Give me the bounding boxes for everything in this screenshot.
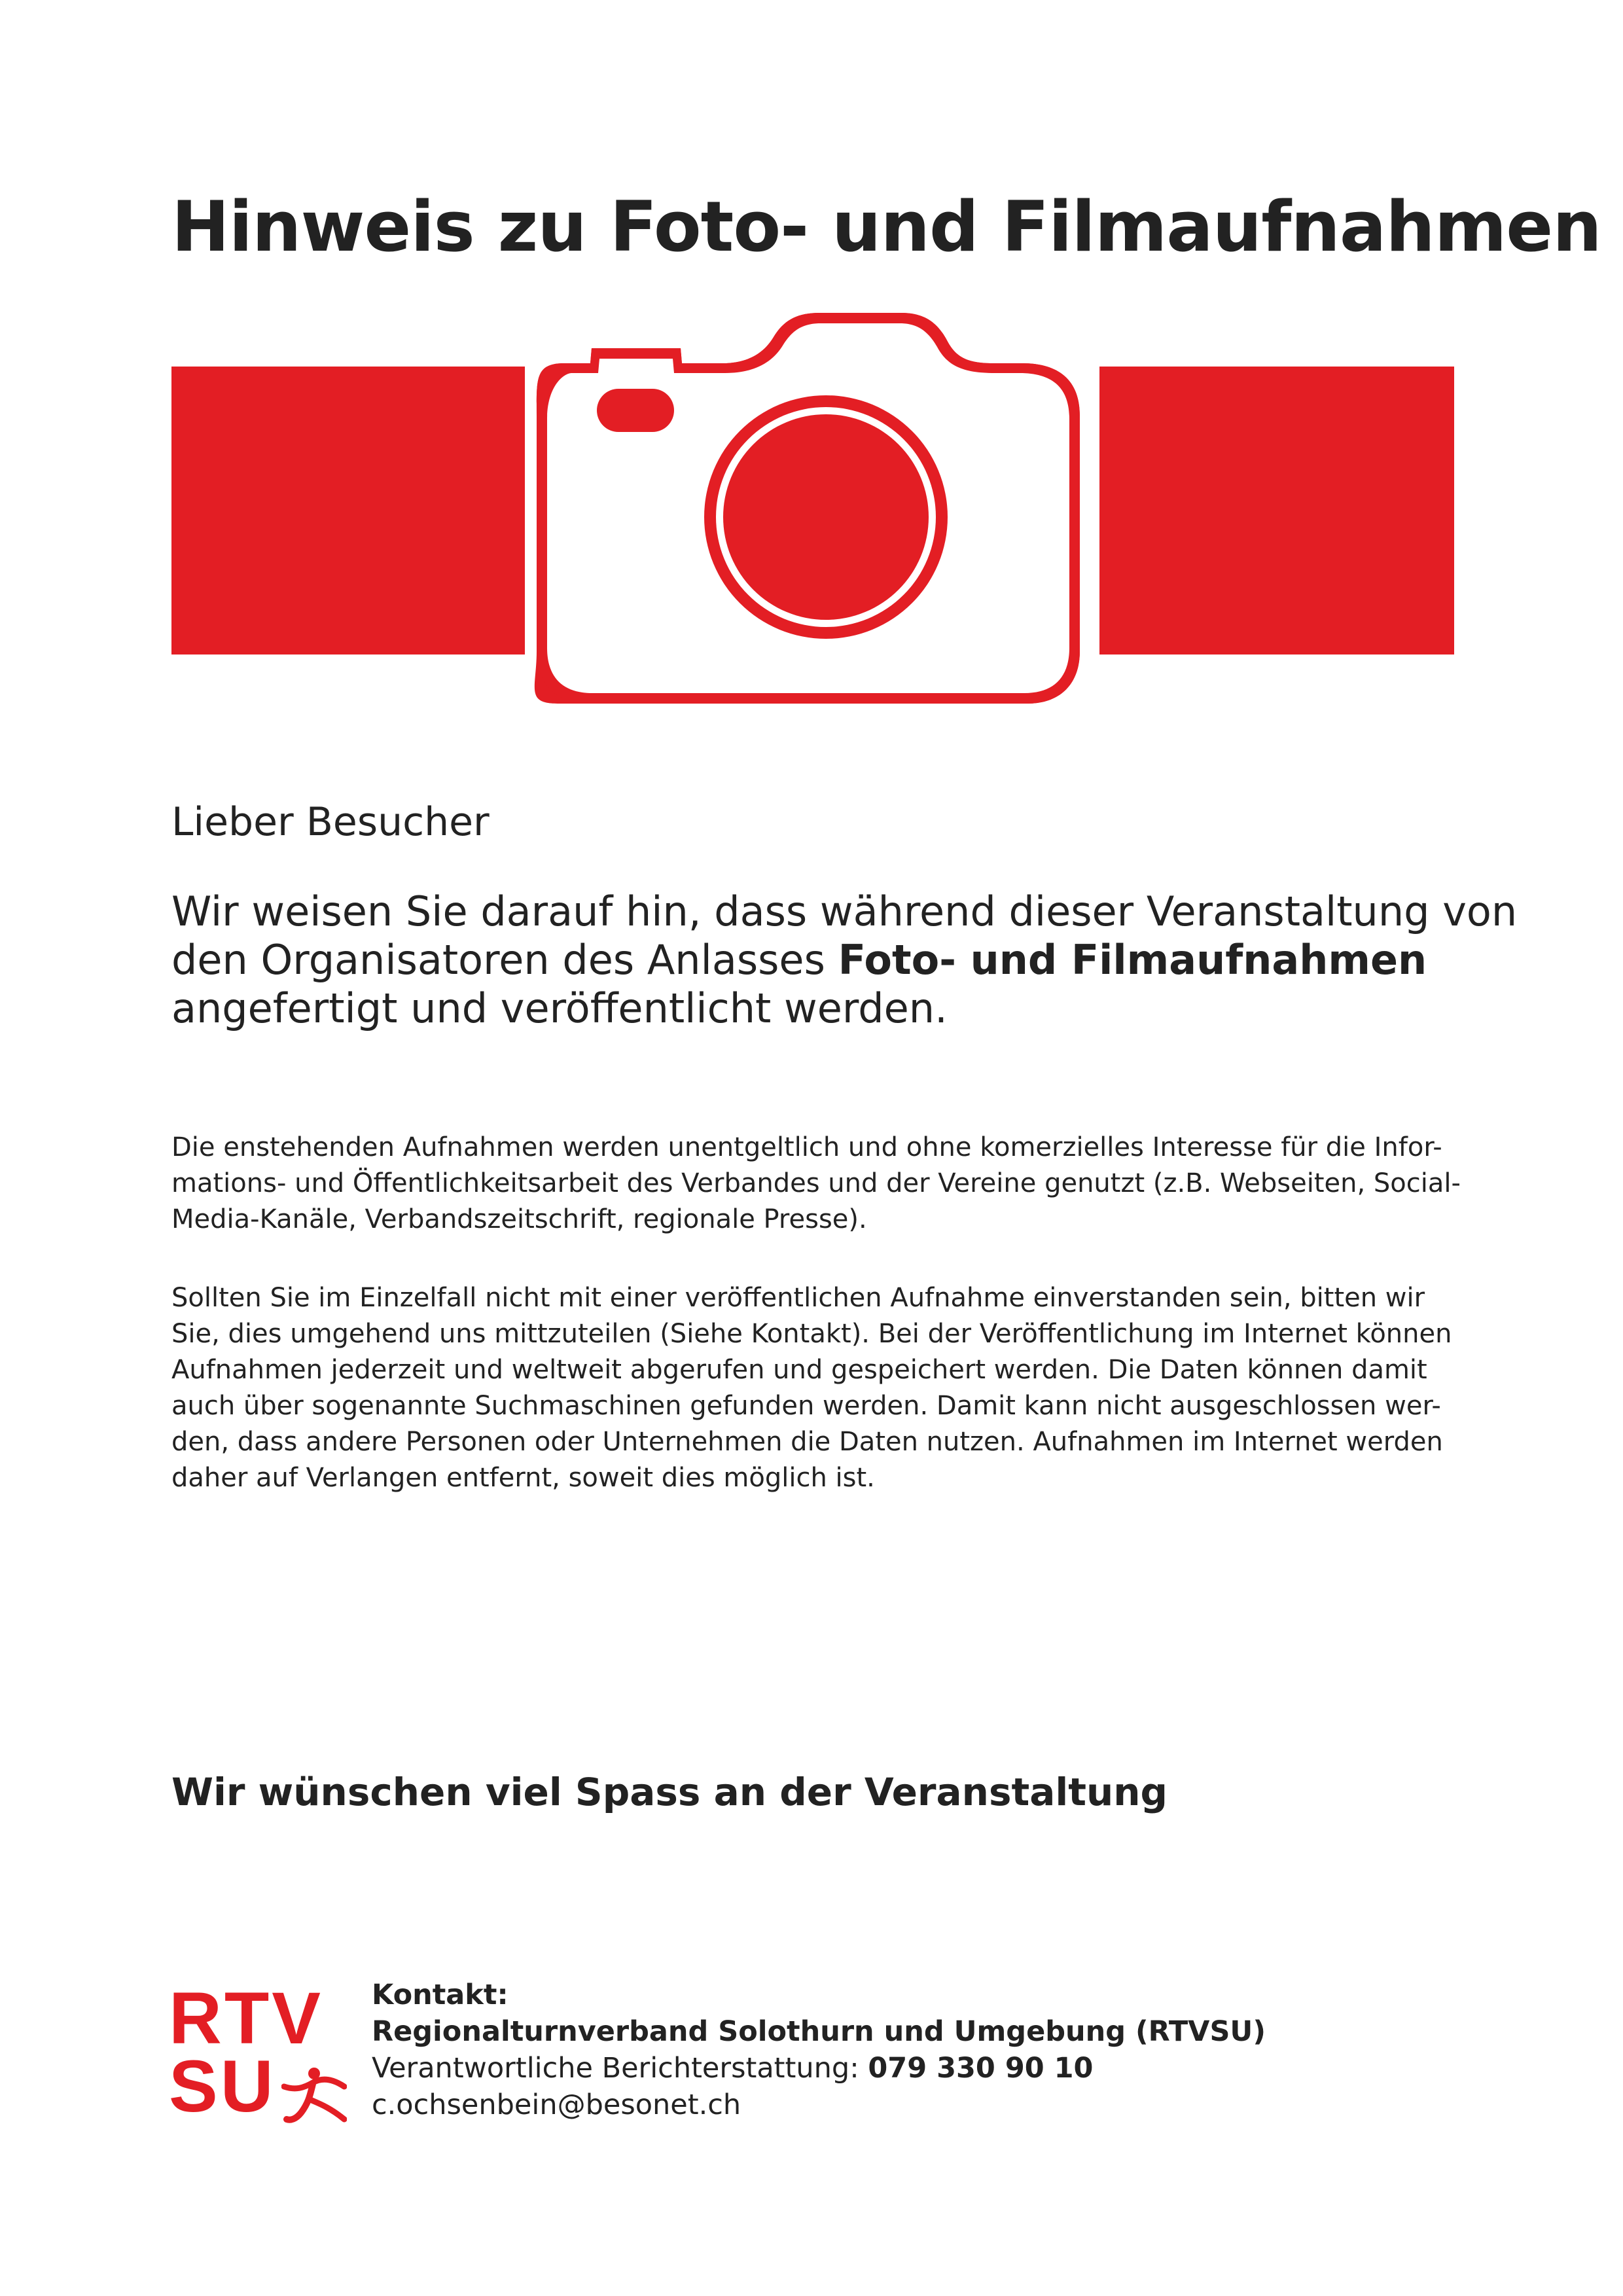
objection-paragraph xyxy=(171,1280,1480,1496)
intro-line-2-text: den Organisatoren des Anlasses xyxy=(171,936,838,984)
objection-line: daher auf Verlangen entfernt, soweit dies möglich ist. xyxy=(171,1463,875,1493)
intro-text xyxy=(171,888,1518,1033)
usage-line: Media-Kanäle, Verbandszeitschrift, regionale Presse). xyxy=(171,1204,867,1234)
objection-line: Sie, dies umgehend uns mittzuteilen (Siehe Kontakt). Bei der Veröffentlichung im Internet können xyxy=(171,1319,1452,1349)
intro-line-3: angefertigt und veröffentlicht werden. xyxy=(171,984,948,1032)
contact-phone: 079 330 90 10 xyxy=(868,2052,1094,2085)
logo-text-line-2: SU xyxy=(169,2045,276,2127)
closing-message: Wir wünschen viel Spass an der Veranstaltung xyxy=(171,1770,1168,1814)
camera-banner xyxy=(171,308,1454,713)
camera-flash xyxy=(597,389,674,432)
contact-block xyxy=(372,1977,1266,2123)
contact-heading: Kontakt: xyxy=(372,1979,508,2011)
gymnast-figure-icon xyxy=(281,2067,347,2126)
contact-role-label: Verantwortliche Berichterstattung: xyxy=(372,2052,868,2085)
page-title: Hinweis zu Foto- und Filmaufnahmen xyxy=(171,187,1601,267)
camera-icon xyxy=(535,313,1080,704)
banner-stripe-right xyxy=(1099,367,1454,655)
contact-organization: Regionalturnverband Solothurn und Umgebung (RTVSU) xyxy=(372,2015,1266,2048)
objection-line: Sollten Sie im Einzelfall nicht mit einer veröffentlichen Aufnahme einverstanden sein, bitten wir xyxy=(171,1283,1425,1313)
objection-line: den, dass andere Personen oder Unternehmen die Daten nutzen. Aufnahmen im Internet werden xyxy=(171,1427,1443,1457)
contact-email[interactable]: c.ochsenbein@besonet.ch xyxy=(372,2089,741,2121)
objection-line: auch über sogenannte Suchmaschinen gefunden werden. Damit kann nicht ausgeschlossen wer- xyxy=(171,1391,1441,1421)
usage-line: Die enstehenden Aufnahmen werden unentgeltlich und ohne komerzielles Interesse für die Infor- xyxy=(171,1132,1442,1162)
salutation: Lieber Besucher xyxy=(171,799,490,845)
contact-role xyxy=(372,2050,1266,2087)
intro-line-1: Wir weisen Sie darauf hin, dass während dieser Veranstaltung von xyxy=(171,888,1518,935)
usage-line: mations- und Öffentlichkeitsarbeit des Verbandes und der Vereine genutzt (z.B. Webseiten, Social- xyxy=(171,1168,1461,1198)
rtvsu-logo xyxy=(169,1977,352,2135)
intro-highlight: Foto- und Filmaufnahmen xyxy=(838,936,1427,984)
objection-line: Aufnahmen jederzeit und weltweit abgerufen und gespeichert werden. Die Daten können damit xyxy=(171,1355,1427,1385)
usage-paragraph xyxy=(171,1130,1480,1238)
intro-line-2 xyxy=(171,936,1480,984)
logo-text-line-1: RTV xyxy=(169,1977,323,2059)
banner-stripe-left xyxy=(171,367,525,655)
camera-lens-inner xyxy=(723,414,929,620)
